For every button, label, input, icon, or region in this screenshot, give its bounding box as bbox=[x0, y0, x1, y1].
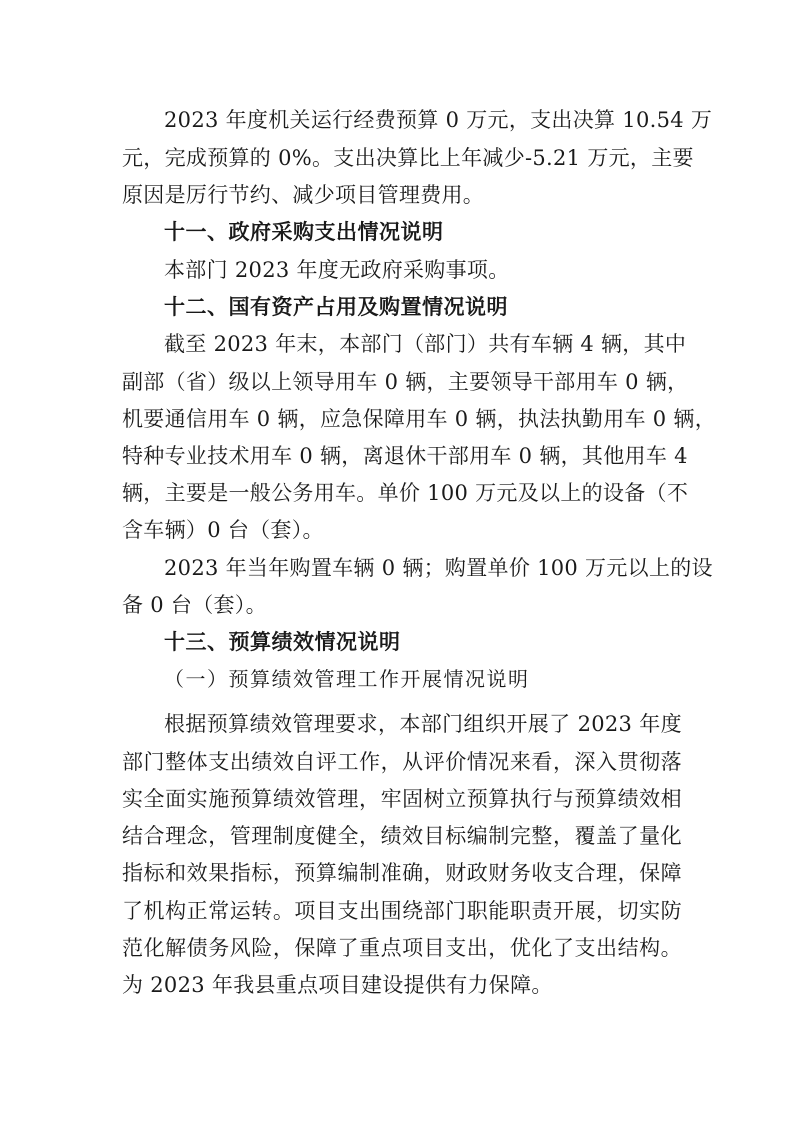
paragraph-line: 指标和效果指标，预算编制准确，财政财务收支合理，保障 bbox=[122, 861, 682, 885]
paragraph-line: 部门整体支出绩效自评工作，从评价情况来看，深入贯彻落 bbox=[122, 750, 682, 774]
section-heading-13: 十三、预算绩效情况说明 bbox=[164, 630, 401, 654]
paragraph-line: 为 2023 年我县重点项目建设提供有力保障。 bbox=[122, 973, 553, 997]
paragraph-line: 机要通信用车 0 辆，应急保障用车 0 辆，执法执勤用车 0 辆， bbox=[122, 407, 717, 431]
paragraph-line: 含车辆）0 台（套）。 bbox=[122, 518, 324, 542]
paragraph-line: 备 0 台（套）。 bbox=[122, 593, 267, 617]
paragraph-line: 2023 年度机关运行经费预算 0 万元，支出决算 10.54 万 bbox=[164, 108, 713, 132]
paragraph-line: 副部（省）级以上领导用车 0 辆，主要领导干部用车 0 辆， bbox=[122, 370, 689, 394]
paragraph-line: 范化解债务风险，保障了重点项目支出，优化了支出结构。 bbox=[122, 936, 682, 960]
paragraph-line: 实全面实施预算绩效管理，牢固树立预算执行与预算绩效相 bbox=[122, 787, 682, 811]
paragraph-line: 原因是厉行节约、减少项目管理费用。 bbox=[122, 183, 485, 207]
paragraph-line: 本部门 2023 年度无政府采购事项。 bbox=[164, 258, 510, 282]
paragraph-line: 了机构正常运转。项目支出围绕部门职能职责开展，切实防 bbox=[122, 899, 682, 923]
section-heading-11: 十一、政府采购支出情况说明 bbox=[164, 220, 444, 244]
paragraph-line: 截至 2023 年末，本部门（部门）共有车辆 4 辆，其中 bbox=[164, 332, 687, 356]
paragraph-line: 辆，主要是一般公务用车。单价 100 万元及以上的设备（不 bbox=[122, 481, 689, 505]
paragraph-line: 2023 年当年购置车辆 0 辆；购置单价 100 万元以上的设 bbox=[164, 556, 713, 580]
paragraph-line: 元，完成预算的 0%。支出决算比上年减少-5.21 万元，主要 bbox=[122, 146, 694, 170]
paragraph-line: 根据预算绩效管理要求，本部门组织开展了 2023 年度 bbox=[164, 712, 682, 736]
subsection-heading: （一）预算绩效管理工作开展情况说明 bbox=[164, 667, 530, 691]
paragraph-line: 特种专业技术用车 0 辆，离退休干部用车 0 辆，其他用车 4 bbox=[122, 444, 688, 468]
paragraph-line: 结合理念，管理制度健全，绩效目标编制完整，覆盖了量化 bbox=[122, 824, 682, 848]
section-heading-12: 十二、国有资产占用及购置情况说明 bbox=[164, 295, 508, 319]
